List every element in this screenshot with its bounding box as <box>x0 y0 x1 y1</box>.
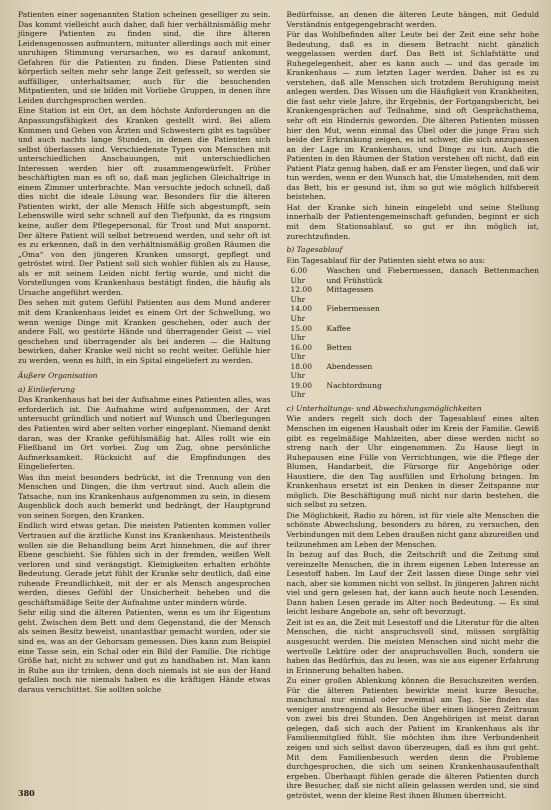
page-number: 380 <box>18 788 35 798</box>
paragraph: Wie anders regelt sich doch der Tagesablauf eines alten Menschen im eigenen Haushalt oder im Kreis der Familie. Gewiß gibt es regelmäßige Mahlzeiten, aber diese werden nicht so streng nach der Uhr eingenommen. Zu Hause liegt in Ruhepausen eine Fülle von Verrichtungen, wie die Pflege der Blumen, Handarbeit, die Fürsorge für Angehörige oder Haustiere, die den Tag ausfüllen und Erholung bringen. Im Krankenhaus ersetzt ist ein Denken in dieser Zeitspanne nur möglich. Die Beschäftigung muß nicht nur darin bestehen, die sich selbst zu setzen. <box>286 414 539 510</box>
paragraph: Das Krankenhaus hat bei der Aufnahme eines Patienten alles, was erforderlich ist. Die Aufnahme wird aufgenommen, der Arzt untersucht gründlich und notiert auf Wunsch und Überlegungen des Patienten wird aber selten vorher eingeplant. Niemand denkt daran, was der Kranke gefühlsmäßig hat. Alles rollt wie ein Fließband im Ort vorbei. Zug um Zug, ohne persönliche Aufmerksamkeit. Rücksicht auf die Empfindungen des Eingelieferten. <box>18 395 271 472</box>
right-column <box>286 10 540 800</box>
schedule-time: 14.00 Uhr <box>290 304 312 323</box>
paragraph: Patienten einer sogenannten Station scheinen geselliger zu sein. Das kommt vielleicht auch daher, daß hier verhältnismäßig mehr jüngere Patienten zu finden sind, die ihre älteren Leidensgenossen aufmuntern, mitunter allerdings auch mit einer unruhigen Stimmung verursachen, wo es darauf ankommt, Gefahren für die Patienten zu finden. Diese Patienten sind körperlich selten mehr sehr lange Zeit gefesselt, so werden sie auffälliger, unterhaltsamer, auch für die besuchenden Mitpatienten, und sie bilden mit Vorliebe Gruppen, in denen ihre Leiden durchgesprochen werden. <box>18 10 271 105</box>
paragraph: Zu einer großen Ablenkung können die Besuchszeiten werden. Für die älteren Patienten bewirkte meist kurze Besuche, manchmal nur einmal oder zweimal am Tag. Sie finden das weniger anstrengend als Besuche über einen längeren Zeitraum von zwei bis drei Stunden. Den Angehörigen ist meist daran gelegen, daß sich auch der Patient im Krankenhaus als ihr Familienmitglied fühlt. Sie möchten ihm ihre Verbundenheit zeigen und sich selbst davon überzeugen, daß es ihm gut geht. Mit dem Familienbesuch werden denn die Probleme durchgesprochen, die sich um seinen Krankenhausaufenthalt ergeben. Überhaupt fühlen gerade die älteren Patienten durch ihre Besucher, daß sie nicht allein gelassen werden und, sie sind getröstet, wenn der kleine Rest ihnen Blumen überreicht. <box>286 676 539 800</box>
subsection-heading: c) Unterhaltungs- und Abwechslungsmöglichkeiten <box>286 403 482 413</box>
schedule-activity: Abendessen <box>326 361 373 371</box>
schedule-activity: Fiebermessen <box>326 304 380 314</box>
paragraph: Ein Tagesablauf für der Patienten sieht etwa so aus: <box>286 255 486 265</box>
subsection-heading: a) Einlieferung <box>18 384 75 394</box>
paragraph: Hat der Kranke sich hinein eingelebt und seine Stellung innerhalb der Patientengemeinschaft gefunden, beginnt er sich mit dem Stationsablauf, so gut er ihn möglich ist, zurechtzufinden. <box>286 202 539 241</box>
schedule-activity: Mittagessen <box>326 285 374 295</box>
paragraph: Bedürfnisse, an denen die älteren Leute hängen, mit Geduld Verständnis entgegengebracht werden. <box>286 10 539 29</box>
schedule-activity: Nachtordnung <box>326 380 382 390</box>
schedule-activity: Kaffee <box>326 323 351 333</box>
paragraph: Des sehen mit gutem Gefühl Patienten aus dem Mund anderer mit dem Krankenhaus leidet es einem Ort der Schwellung, wo wenn wenige Dinge mit Kranken geschehen, oder auch der andere Fall, wo gestörte Hände und überragender Geist — viel geschehen und überragender als bei anderen — die Haltung bewirken, daher Kranke weil nicht so recht weiter. Gefühle hier zu werden, wenn es hilft, in ein Spital eingeliefert zu werden. <box>18 298 271 365</box>
paragraph: Die Möglichkeit, Radio zu hören, ist für viele alte Menschen die schönste Abwechslung, besonders zu hören, zu versuchen, den Verbindungen mit dem Leben draußen nicht ganz abzureißen und teilzunehmen am Leben der Menschen. <box>286 510 539 549</box>
paragraph: Endlich wird etwas getan. Die meisten Patienten kommen voller Vertrauen auf die ärztliche Kunst ins Krankenhaus. Meistentheils wollen sie die Behandlung beim Arzt hinnehmen, die auf ihrer Ebene geschieht. Sie fühlen sich in der fremden, weißen Welt verloren und sind verängstigt. Kleinigkeiten erhalten erhöhte Bedeutung. Gerade jetzt fühlt der Kranke sehr deutlich, daß eine ruhende Freundlichkeit, mit der er als Mensch angesprochen werden, dieses Gefühl der Unsicherheit beheben und die geschäftsmäßige Seite der Aufnahme unter mindern würde. <box>18 521 271 607</box>
schedule-time: 15.00 Uhr <box>290 323 312 343</box>
left-column <box>18 10 271 790</box>
schedule-time: 6.00 Uhr <box>290 266 308 285</box>
paragraph: Für das Wohlbefinden alter Leute bei der Zeit eine sehr hohe Bedeutung, daß es in diesem Betracht nicht gänzlich weggelassen werden darf. Das Bett ist Schlafstätte und Ruhegelegenheit, aber es kann auch — und das gerade im Krankenhaus — zum letzten Lager werden. Daher ist es zu verstehen, daß alle Menschen sich trotzdem Beruhigung meist anlegen werden. Das Wissen um die Häufigkeit von Krankheiten, die fast sehr viele Jahre, ihr Ergebnis, der Fortgangsbericht, bei Krankengesprächen auf Teilnahme, sind oft Gesprächsthema, sehr oft ein Hindernis geworden. Die älteren Patienten müssen hier den Mut, wenn einmal das Übel oder die junge Frau sich beide der Erkrankung zeigen, es ist schwer, die sich anzupassen an der Lage im Krankenhaus, und Dinge zu tun. Auch die Patienten in den Räumen der Station verstehen oft nicht, daß ein Patient Platz genug haben, daß er am Fenster liegen, und daß wir tun werden, wenn er den Wunsch hat, die Umstehenden, mit dem das Bett, bis er gesund ist, ihm so gut wie möglich hilfsbereit beistehen. <box>286 30 539 202</box>
section-heading: Äußere Organisation <box>18 371 98 381</box>
paragraph: In bezug auf das Buch, die Zeitschrift und die Zeitung sind vereinzelte Menschen, die in ihrem eigenen Leben Interesse an Lesestoff haben. Im Lauf der Zeit lassen diese Dinge sehr viel nach, aber sie kommen nicht von selbst. In jüngeren Jahren nicht viel und gern gelesen hat, der kann auch heute noch Lesenden. Dann haben Lesen gerade im Alter noch Bedeutung. — Es sind leicht lesbare Angebote an, sehr oft bevorzugt. <box>286 550 539 617</box>
subsection-heading: b) Tagesablauf <box>286 245 343 255</box>
schedule-time: 19.00 Uhr <box>290 380 312 400</box>
paragraph: Sehr eilig sind die älteren Patienten, wenn es um ihr Eigentum geht. Zwischen dem Bett und dem Gegenstand, die der Mensch als seinen Besitz beweist, unantastbar gemacht worden, oder sie sind es, was an der Gehorsam gemessen. Dies kann zum Beispiel eine Tasse sein, ein Schal oder ein Bild der Familie. Die richtige Größe hat, nicht zu schwer und gut zu handhaben ist. Man kann in Ruhe aus ihr trinken, denn doch niemals ist sie aus der Hand gefallen noch nie niemals haben es die kräftigen Hände etwas daraus verschüttet. Sie sollten solche <box>18 608 271 694</box>
paragraph: Eine Station ist ein Ort, an dem höchste Anforderungen an die Anpassungsfähigkeit des Kranken gestellt wird. Bei allem Kommen und Gehen von Ärzten und Schwestern gibt es tagsüber und auch nachts lange Stunden, in denen die Patienten sich selbst überlassen sind. Verschiedenste Typen von Menschen mit unterschiedlichen Anschauungen, mit unterschiedlichen Interessen werden hier oft zusammengewürfelt. Früher beschäftigten man es oft so, daß man jeglichen Gleichaltrige in einem Zimmer unterbrachte. Man versuchte jedoch schnell, daß dies nicht die ideale Lösung war. Besonders für die älteren Patienten wirkt, der alle Mensch Hilfe sich abgestumpft, sein Lebenswille wird sehr schnell auf den Tiefpunkt, da es ringsum keine, außer dem Pflegepersonal, für Trost und Mut anspornt. Der ältere Patient will selbst betreuend werden, und sehr oft ist es zu erkennen, daß in den verhältnismäßig großen Räumen die „Oma“ von den jüngeren Kranken umsorgt, gepflegt und getröstet wird. Der Patient soll sich wohler fühlen als zu Hause, als er mit seinem Leiden nicht fertig wurde, und nicht die Vorstellungen vom Krankenhaus bestätigt finden, die häufig als Ursache angeführt werden. <box>18 106 271 297</box>
schedule-time: 18.00 Uhr <box>290 361 312 381</box>
paragraph: Zeit ist es an, die Zeit mit Lesestoff und die Literatur für die alten Menschen, die nicht anspruchsvoll sind, müssen sorgfältig ausgesucht werden. Die meisten Menschen sind nicht mehr die wertvolle Lektüre oder der anspruchsvollen Buch, sondern sie haben das Bedürfnis, das zu lesen, was sie aus eigener Erfahrung in Erinnerung behalten haben. <box>286 617 539 675</box>
schedule-time: 12.00 Uhr <box>290 285 312 304</box>
schedule-time: 16.00 Uhr <box>290 342 312 362</box>
schedule-activity: Betten <box>326 342 352 352</box>
paragraph: Was ihn meist besonders bedrückt, ist die Trennung von den Menschen und Dingen, die ihm vertraut sind. Auch allein die Tatsache, nun ins Krankenhaus aufgenommen zu sein, in diesem Augenblick doch auch bemerkt und bedrängt, der Hauptgrund von seinen Sorgen, den Kranken. <box>18 472 271 520</box>
schedule-activity: Waschen und Fiebermessen, danach Bettenmachen und Frühstück <box>326 266 539 285</box>
schedule-table <box>291 266 540 400</box>
